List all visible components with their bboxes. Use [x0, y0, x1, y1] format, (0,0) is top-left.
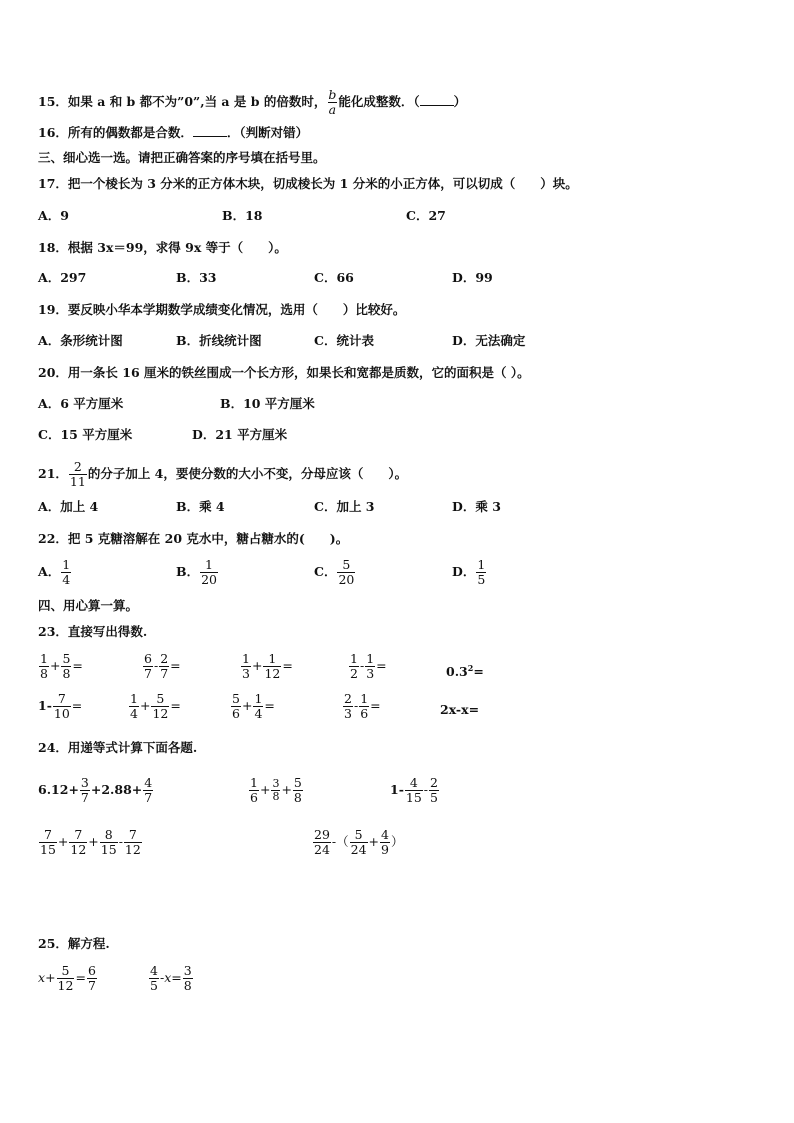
section-4-heading: 四、用心算一算。	[38, 598, 139, 613]
fraction-1-over-4: $\frac{1}{4}$	[62, 557, 71, 587]
q20-option-c[interactable]: C．15 平方厘米	[38, 427, 133, 442]
q23-expr-2: $\frac{6}{7}$ - $\frac{2}{7}$ =	[144, 651, 181, 681]
q19-option-a[interactable]: A．条形统计图	[38, 333, 123, 348]
section-3-heading: 三、细心选一选。请把正确答案的序号填在括号里。	[38, 150, 326, 165]
q22-option-d[interactable]: D． $\frac{1}{5}$	[452, 557, 486, 587]
fraction: $\frac{3}{7}$	[80, 775, 89, 805]
q22-option-b[interactable]: B． $\frac{1}{20}$	[176, 557, 217, 587]
q23-expr-9: $\frac{2}{3}$ - $\frac{1}{6}$ =	[344, 691, 381, 721]
fraction: $\frac{7}{12}$	[124, 827, 141, 857]
question-16: 16．所有的偶数都是合数． ．（判断对错）	[38, 125, 309, 140]
fraction: $\frac{2}{5}$	[430, 775, 438, 805]
fraction-5-over-20: $\frac{5}{20}$	[338, 557, 355, 587]
q23-expr-10: 2x-x=	[440, 702, 480, 717]
question-20-stem: 20．用一条长 16 厘米的铁丝围成一个长方形，如果长和宽都是质数，它的面积是（ ）。	[38, 365, 530, 380]
q18-option-d[interactable]: D．99	[452, 270, 493, 285]
q24-expr-1: 6.12+ $\frac{3}{7}$ +2.88+ $\frac{4}{7}$	[38, 775, 153, 805]
q17-option-c[interactable]: C．27	[406, 208, 446, 223]
question-25-stem: 25．解方程.	[38, 936, 110, 951]
fraction: $\frac{1}{2}$	[350, 651, 358, 681]
q18-option-c[interactable]: C．66	[314, 270, 354, 285]
fraction: $\frac{7}{10}$	[53, 691, 70, 721]
q22-option-a[interactable]: A． $\frac{1}{4}$	[38, 557, 71, 587]
q22-option-c[interactable]: C． $\frac{5}{20}$	[314, 557, 355, 587]
fraction: $\frac{5}{8}$	[62, 651, 71, 681]
fraction-b-over-a: $\frac{b}{a}$	[328, 87, 337, 117]
q20-option-b[interactable]: B．10 平方厘米	[220, 396, 315, 411]
q20-option-d[interactable]: D．21 平方厘米	[192, 427, 288, 442]
q19-option-b[interactable]: B．折线统计图	[176, 333, 262, 348]
q18-option-b[interactable]: B．33	[176, 270, 217, 285]
fraction: $\frac{1}{6}$	[360, 691, 369, 721]
q23-expr-3: $\frac{1}{3}$ + $\frac{1}{12}$ =	[242, 651, 293, 681]
fraction-2-over-11: $\frac{2}{11}$	[69, 459, 86, 489]
fraction: $\frac{2}{3}$	[344, 691, 352, 721]
fraction: $\frac{1}{8}$	[40, 651, 48, 681]
fraction: $\frac{5}{12}$	[57, 963, 74, 993]
q21-option-d[interactable]: D．乘 3	[452, 499, 501, 514]
q23-expr-8: $\frac{5}{6}$ + $\frac{1}{4}$ =	[232, 691, 275, 721]
fraction: $\frac{1}{12}$	[264, 651, 281, 681]
q23-expr-4: $\frac{1}{2}$ - $\frac{1}{3}$ =	[350, 651, 387, 681]
q17-option-b[interactable]: B．18	[222, 208, 263, 223]
fraction: $\frac{1}{4}$	[254, 691, 263, 721]
q18-option-a[interactable]: A．297	[38, 270, 87, 285]
question-19-stem: 19．要反映小华本学期数学成绩变化情况，选用（ ）比较好。	[38, 302, 406, 317]
q25-equation-1: x+ $\frac{5}{12}$ = $\frac{6}{7}$	[38, 963, 96, 993]
fraction: $\frac{4}{7}$	[144, 775, 153, 805]
q17-option-a[interactable]: A．9	[38, 208, 69, 223]
fraction: $\frac{5}{24}$	[350, 827, 367, 857]
fraction-1-over-20: $\frac{1}{20}$	[201, 557, 217, 587]
fraction: $\frac{3}{8}$	[183, 963, 192, 993]
fraction: $\frac{4}{9}$	[381, 827, 389, 857]
question-24-stem: 24．用递等式计算下面各题.	[38, 740, 198, 755]
question-22-stem: 22．把 5 克糖溶解在 20 克水中，糖占糖水的( )。	[38, 531, 349, 546]
q21-option-a[interactable]: A．加上 4	[38, 499, 99, 514]
fraction: $\frac{4}{5}$	[150, 963, 158, 993]
question-21-stem: 21． $\frac{2}{11}$ 的分子加上 4，要使分数的大小不变，分母应该（ ）。	[38, 459, 408, 489]
question-17-stem: 17．把一个棱长为 3 分米的正方体木块，切成棱长为 1 分米的小正方体，可以切成（ ）块。	[38, 176, 578, 191]
question-15: 15．如果 a 和 b 都不为”0”,当 a 是 b 的倍数时， $\frac{b}{a}$ 能化成整数．（ ）	[38, 87, 467, 117]
q24-expr-4: $\frac{7}{15}$ + $\frac{7}{12}$ + $\frac{8}{15}$ - $\frac{7}{12}$	[40, 827, 141, 857]
q19-option-d[interactable]: D．无法确定	[452, 333, 526, 348]
fraction: $\frac{5}{8}$	[293, 775, 302, 805]
fraction: $\frac{1}{4}$	[130, 691, 138, 721]
fraction: $\frac{8}{15}$	[100, 827, 117, 857]
fraction: $\frac{4}{15}$	[405, 775, 422, 805]
fraction: $\frac{1}{6}$	[250, 775, 258, 805]
q24-expr-5: $\frac{29}{24}$ -（ $\frac{5}{24}$ + $\frac{4}{9}$ ）	[314, 827, 404, 857]
q23-expr-5: $0.3^2=$	[446, 663, 484, 680]
q24-expr-3: 1- $\frac{4}{15}$ - $\frac{2}{5}$	[390, 775, 438, 805]
fraction: $\frac{6}{7}$	[87, 963, 96, 993]
fraction-1-over-5: $\frac{1}{5}$	[477, 557, 486, 587]
fraction: $\frac{2}{7}$	[160, 651, 169, 681]
q19-option-c[interactable]: C．统计表	[314, 333, 374, 348]
question-23-stem: 23．直接写出得数.	[38, 624, 148, 639]
fraction: $\frac{1}{3}$	[242, 651, 250, 681]
q20-option-a[interactable]: A．6 平方厘米	[38, 396, 124, 411]
answer-blank-16[interactable]	[193, 124, 227, 137]
q23-expr-7: $\frac{1}{4}$ + $\frac{5}{12}$ =	[130, 691, 181, 721]
fraction: $\frac{3}{8}$	[272, 777, 280, 803]
fraction: $\frac{29}{24}$	[314, 827, 330, 857]
q23-expr-6: 1- $\frac{7}{10}$ =	[38, 691, 83, 721]
fraction: $\frac{5}{6}$	[232, 691, 240, 721]
question-18-stem: 18．根据 3x＝99，求得 9x 等于（ ）。	[38, 240, 287, 255]
q25-equation-2: $\frac{4}{5}$ -x= $\frac{3}{8}$	[150, 963, 192, 993]
q23-expr-1: $\frac{1}{8}$ + $\frac{5}{8}$ =	[40, 651, 83, 681]
fraction: $\frac{5}{12}$	[152, 691, 169, 721]
q21-option-b[interactable]: B．乘 4	[176, 499, 225, 514]
q15-text: 15．如果 a 和 b 都不为”0”,当 a 是 b 的倍数时，	[38, 94, 327, 109]
answer-blank-15[interactable]	[420, 93, 454, 106]
fraction: $\frac{1}{3}$	[366, 651, 375, 681]
q21-option-c[interactable]: C．加上 3	[314, 499, 375, 514]
fraction: $\frac{7}{15}$	[40, 827, 56, 857]
q24-expr-2: $\frac{1}{6}$ + $\frac{3}{8}$ + $\frac{5}{8}$	[250, 775, 302, 805]
fraction: $\frac{7}{12}$	[70, 827, 87, 857]
fraction: $\frac{6}{7}$	[144, 651, 152, 681]
